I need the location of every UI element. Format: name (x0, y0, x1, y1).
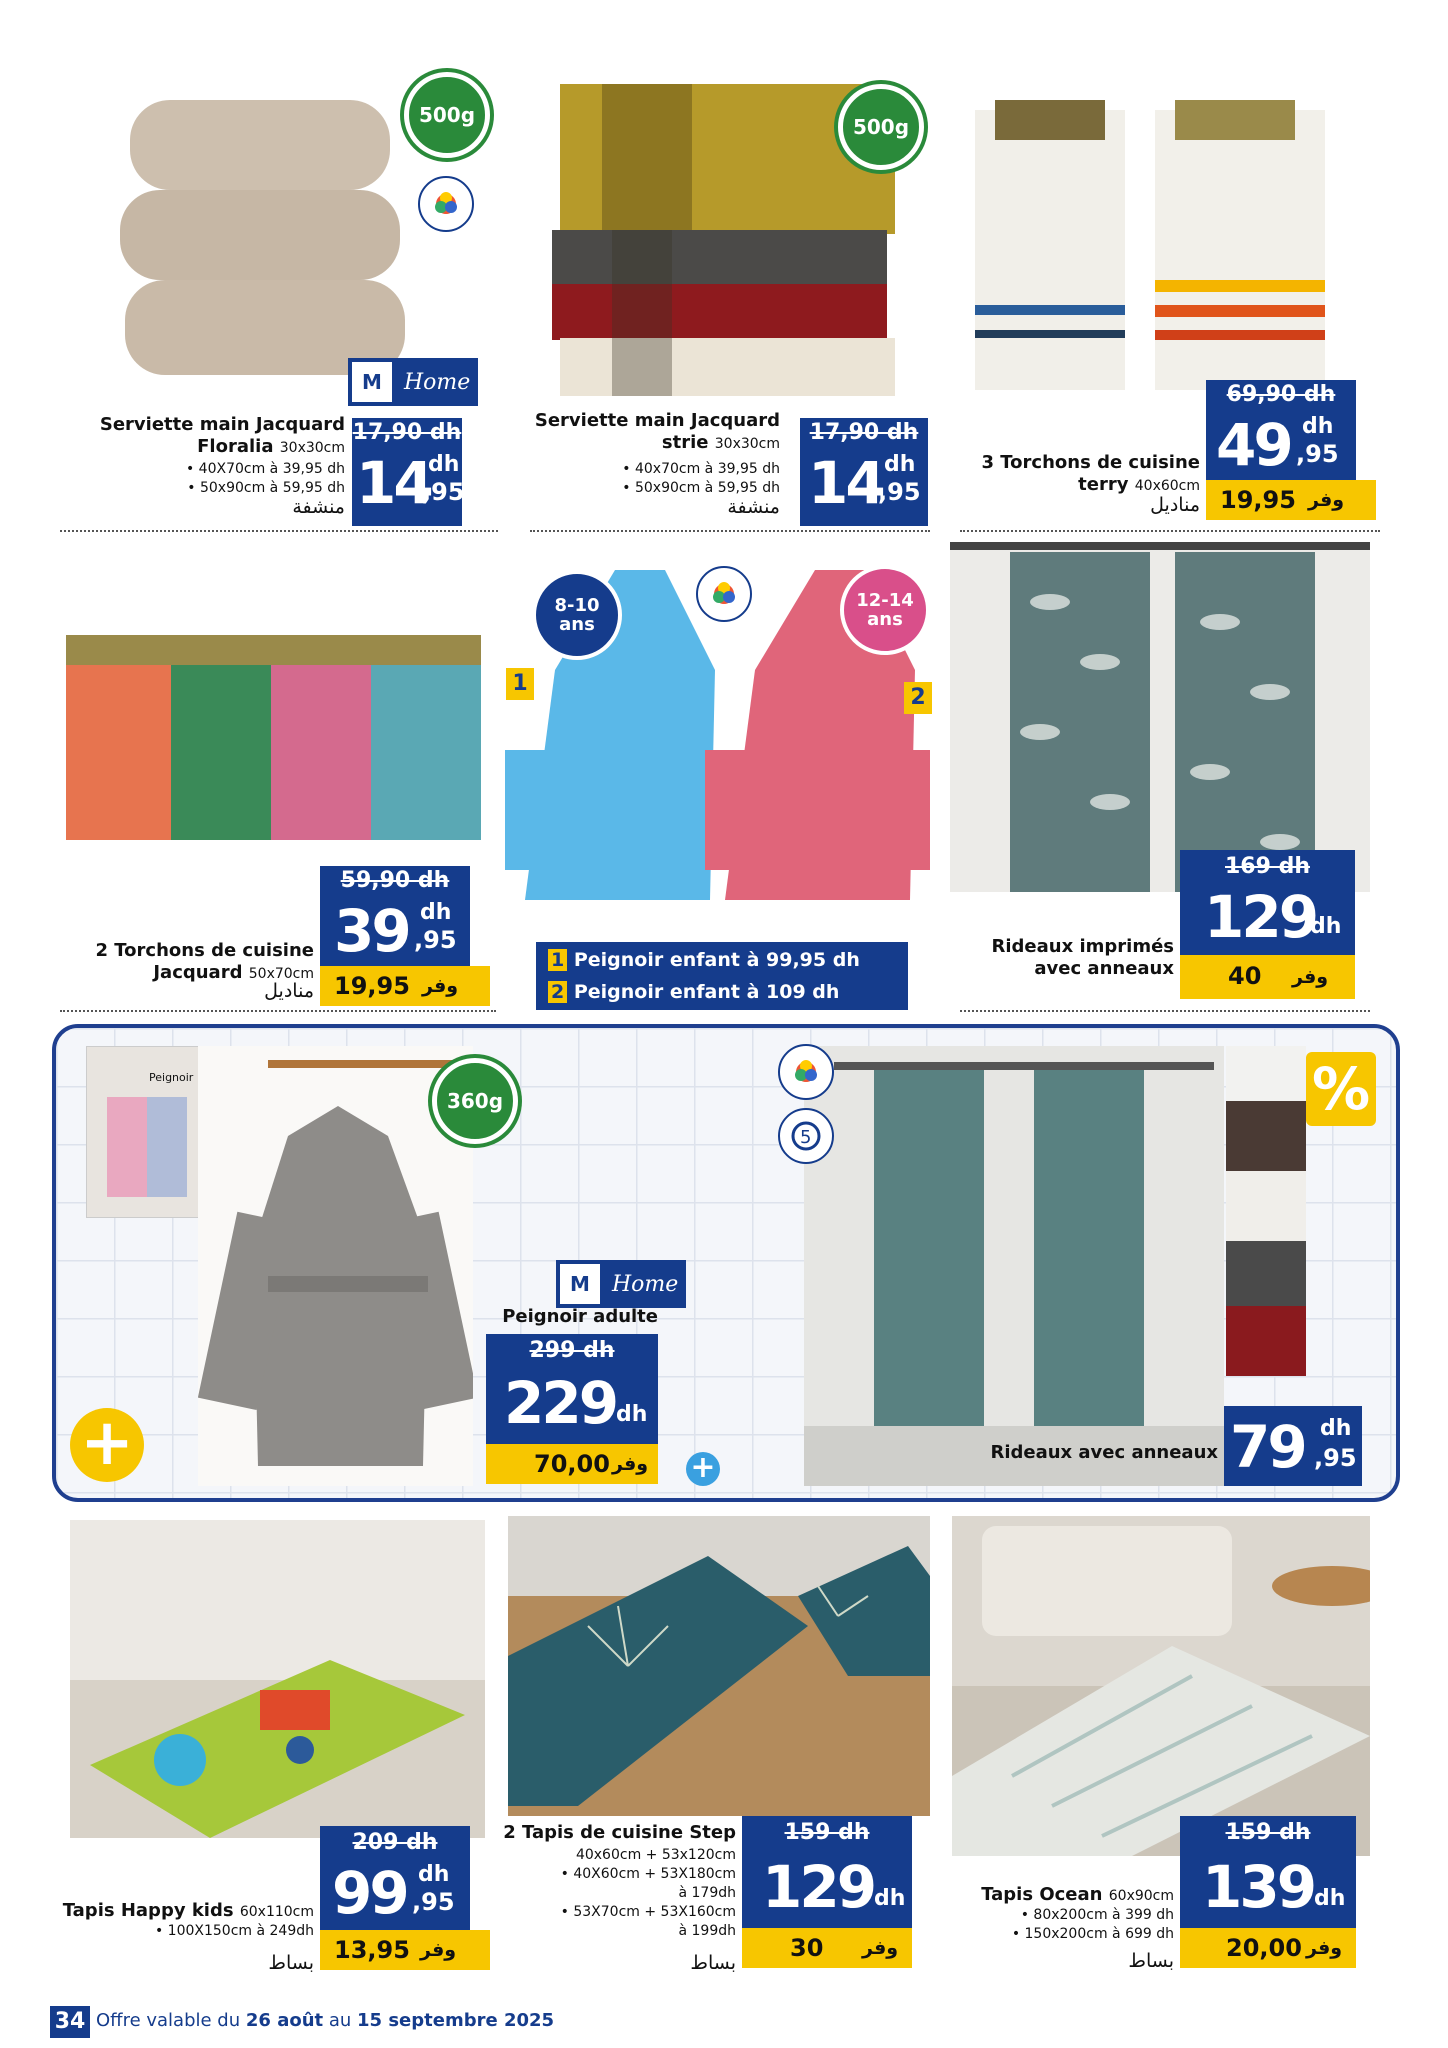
old-price: 299 dh (529, 1338, 615, 1363)
price-currency: dh (428, 452, 460, 477)
sheer-curtains-photo (804, 1046, 1224, 1486)
product-size: 50x70cm (248, 966, 314, 982)
product-name (60, 940, 314, 985)
age-badge: 12-14 ans (840, 565, 930, 655)
size-options (560, 460, 780, 498)
weight-badge: 360g (432, 1058, 518, 1144)
savings-amount: 19,95 (334, 972, 410, 1000)
ocean-rug-photo (952, 1516, 1370, 1856)
size-options (90, 1922, 314, 1941)
savings-bar (320, 966, 490, 1006)
size-options (930, 1906, 1174, 1944)
plus-icon: + (70, 1408, 144, 1482)
product-name-text: Serviette main Jacquard Floralia (99, 414, 345, 457)
arabic-name: مناديل (264, 980, 314, 1002)
price-box (320, 866, 470, 966)
product-name: Rideaux imprimés avec anneaux (991, 936, 1174, 979)
size-option: 40x60cm + 53x120cm (575, 1847, 736, 1863)
product-name: 2 Tapis de cuisine Step (503, 1822, 736, 1843)
price-box (800, 418, 928, 526)
size-option: • 53X70cm + 53X160cm (560, 1904, 736, 1920)
price-currency: dh (884, 452, 916, 477)
product-name: Peignoir adulte (502, 1306, 658, 1327)
divider (60, 1010, 496, 1012)
terry-towels-photo (955, 100, 1365, 400)
savings-bar (1206, 480, 1376, 520)
box-label: Peignoir (149, 1071, 194, 1084)
product-size: 40x60cm (1134, 478, 1200, 494)
different-colors-icon (418, 176, 474, 232)
divider (60, 530, 498, 532)
size-option: • 80x200cm à 399 dh (1020, 1907, 1174, 1923)
price-integer: 129 (1204, 883, 1317, 951)
discount-percent-icon: % (1306, 1052, 1376, 1126)
savings-label: وفر (422, 975, 459, 997)
offer-start-date: 26 août (245, 2010, 324, 2031)
price-currency: dh (420, 900, 452, 925)
divider (960, 1010, 1370, 1012)
arabic-name: مناديل (1150, 494, 1200, 516)
price-box (486, 1334, 658, 1444)
price-box (320, 1826, 470, 1930)
size-options (100, 460, 345, 498)
weight-badge: 500g (404, 72, 490, 158)
list-item (548, 949, 860, 971)
weight-badge: 500g (838, 84, 924, 170)
price-currency: dh (1320, 1416, 1352, 1441)
marjane-m-icon: M (352, 362, 392, 402)
price-integer: 129 (762, 1853, 875, 1921)
product-size: 30x30cm (279, 440, 345, 456)
size-options (498, 1846, 736, 1941)
old-price: 209 dh (352, 1830, 438, 1855)
old-price: 159 dh (1225, 1820, 1311, 1845)
product-name-text: 2 Torchons de cuisine Jacquard (95, 940, 314, 983)
offer-text: Offre valable du (96, 2010, 246, 2031)
size-option: • 40X60cm + 53X180cm (560, 1866, 736, 1882)
price-decimal: ,95 (878, 478, 921, 506)
price-box (1206, 380, 1356, 480)
size-option: • 40X70cm à 39,95 dh (185, 461, 345, 477)
arabic-name: بساط (268, 1952, 314, 1974)
price-decimal: ,95 (422, 478, 465, 506)
old-price: 159 dh (784, 1820, 870, 1845)
arabic-name: منشفة (292, 496, 345, 518)
price-currency: dh (1310, 914, 1342, 939)
price-box (742, 1816, 912, 1928)
list-item (548, 981, 839, 1003)
product-name-text: Tapis Happy kids (62, 1900, 234, 1921)
product-name (60, 414, 345, 459)
home-brand-text: Home (404, 369, 471, 395)
size-option: • 100X150cm à 249dh (154, 1923, 314, 1939)
product-name-text: Serviette main Jacquard strie (534, 410, 780, 453)
savings-bar (742, 1928, 912, 1968)
savings-amount: 70,00 (534, 1450, 610, 1478)
price-integer: 99 (332, 1859, 407, 1927)
adult-bathrobe-photo (198, 1046, 473, 1486)
offer-end-date: 15 septembre 2025 (357, 2010, 555, 2031)
size-option: • 50x90cm à 59,95 dh (187, 480, 345, 496)
item-number-tag: 2 (904, 682, 932, 714)
price-currency: dh (1302, 414, 1334, 439)
size-option: à 179dh (678, 1885, 736, 1901)
savings-bar (486, 1444, 658, 1484)
page-number: 34 (50, 2006, 90, 2038)
price-integer: 49 (1216, 411, 1291, 479)
marjane-home-logo (556, 1260, 686, 1308)
price-integer: 39 (334, 897, 409, 965)
product-name-text: 3 Torchons de cuisine terry (981, 452, 1200, 495)
size-option: • 150x200cm à 699 dh (1011, 1926, 1174, 1942)
price-integer: 139 (1202, 1853, 1315, 1921)
savings-amount: 20,00 (1226, 1934, 1302, 1962)
arabic-name: منشفة (727, 496, 780, 518)
size-option: à 199dh (678, 1923, 736, 1939)
home-brand-text: Home (612, 1271, 679, 1297)
item-number-tag: 1 (506, 668, 534, 700)
kids-rug-photo (70, 1520, 485, 1838)
towel-floralia-photo (120, 90, 410, 390)
price-currency: dh (1314, 1886, 1346, 1911)
price-box (1180, 1816, 1356, 1928)
product-name (930, 1884, 1174, 1907)
price-integer: 79 (1230, 1413, 1305, 1481)
old-price: 69,90 dh (1226, 382, 1336, 407)
plus-icon: + (686, 1452, 720, 1486)
age-badge: 8-10 ans (532, 570, 622, 660)
kids-bathrobe-list (536, 942, 908, 1010)
price-currency: dh (418, 1862, 450, 1887)
price-box (1224, 1406, 1362, 1486)
printed-curtains-photo (950, 542, 1370, 892)
savings-label: وفر (420, 1939, 457, 1961)
savings-bar (320, 1930, 490, 1970)
divider (530, 530, 930, 532)
marjane-m-icon: M (560, 1264, 600, 1304)
old-price: 17,90 dh (352, 420, 462, 445)
list-item-text: Peignoir enfant à 99,95 dh (573, 949, 860, 971)
price-decimal: ,95 (1314, 1444, 1357, 1472)
different-colors-icon (696, 566, 752, 622)
offer-validity (96, 2010, 554, 2031)
price-box (352, 418, 465, 526)
product-name (40, 1900, 314, 1923)
item-number-tag: 1 (548, 949, 567, 971)
old-price: 169 dh (1225, 854, 1310, 879)
price-currency: dh (874, 1886, 906, 1911)
bathrobe-box-photo (86, 1046, 208, 1218)
savings-amount: 19,95 (1220, 486, 1296, 514)
savings-amount: 40 (1228, 962, 1262, 990)
price-box (1180, 850, 1355, 955)
product-name-text: Tapis Ocean (981, 1884, 1103, 1905)
item-number-tag: 2 (548, 981, 567, 1003)
product-name (530, 410, 780, 455)
savings-label: وفر (1308, 489, 1345, 511)
price-integer: 229 (504, 1369, 617, 1437)
savings-amount: 13,95 (334, 1936, 410, 1964)
curtain-samples-photo (1226, 1046, 1306, 1376)
price-decimal: ,95 (414, 926, 457, 954)
marjane-home-logo (348, 358, 478, 406)
savings-label: وفر (1292, 966, 1329, 988)
old-price: 17,90 dh (809, 420, 919, 445)
kitchen-rugs-photo (508, 1516, 930, 1816)
savings-bar (1180, 1928, 1356, 1968)
list-item-text: Peignoir enfant à 109 dh (573, 981, 840, 1003)
divider (960, 530, 1380, 532)
savings-label: وفر (612, 1453, 649, 1475)
savings-amount: 30 (790, 1934, 824, 1962)
jacquard-torchons-photo (56, 635, 496, 850)
savings-label: وفر (862, 1937, 899, 1959)
price-decimal: ,95 (1296, 440, 1339, 468)
old-price: 59,90 dh (340, 868, 450, 893)
arabic-name: بساط (1128, 1950, 1174, 1972)
product-size: 60x110cm (239, 1904, 314, 1920)
different-models-icon (778, 1108, 834, 1164)
size-option: • 50x90cm à 59,95 dh (622, 480, 780, 496)
price-currency: dh (616, 1402, 648, 1427)
arabic-name: بساط (690, 1952, 736, 1974)
price-integer: 14 (356, 449, 431, 517)
price-integer: 14 (808, 449, 883, 517)
product-size: 30x30cm (714, 436, 780, 452)
offer-text: au (323, 2010, 358, 2031)
price-decimal: ,95 (412, 1888, 455, 1916)
savings-bar (1180, 955, 1355, 999)
product-name: Rideaux avec anneaux (990, 1442, 1218, 1463)
size-option: • 40x70cm à 39,95 dh (622, 461, 780, 477)
savings-label: وفر (1306, 1937, 1343, 1959)
product-name (960, 452, 1200, 497)
different-colors-icon (778, 1044, 834, 1100)
product-size: 60x90cm (1108, 1888, 1174, 1904)
svg-text:5: 5 (800, 1127, 812, 1148)
